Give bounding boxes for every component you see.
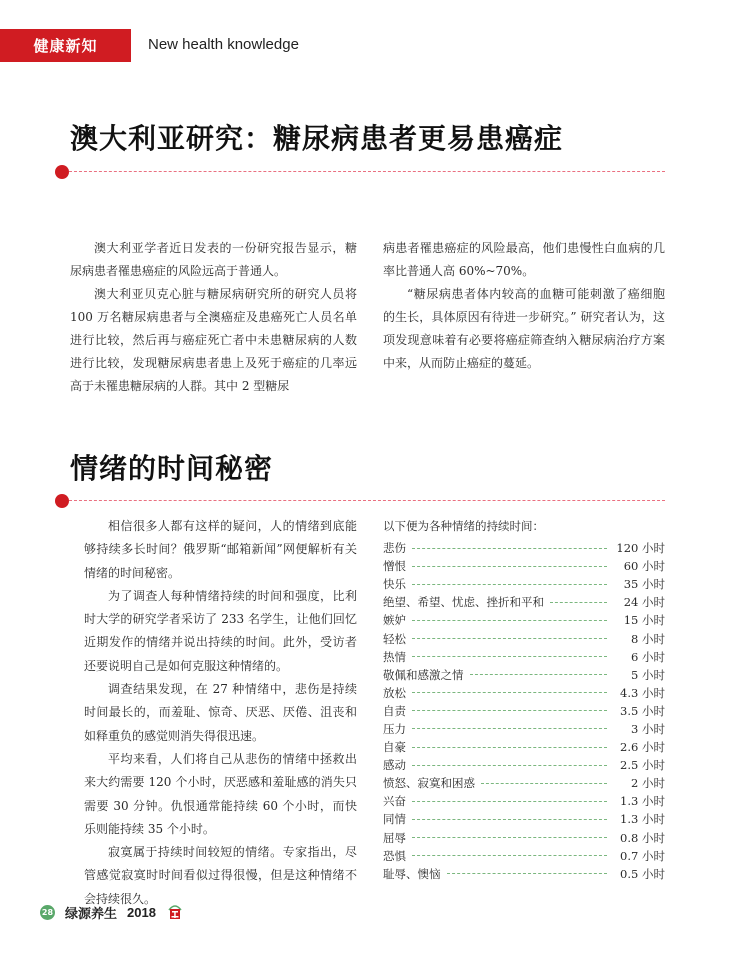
emotion-row [383, 575, 665, 593]
divider-dot-icon [55, 165, 69, 179]
divider-dot-icon [55, 494, 69, 508]
article1-title: 澳大利亚研究：糖尿病患者更易患癌症 [70, 122, 564, 155]
emotion-name: 憎恨 [383, 559, 406, 574]
emotion-duration: 8 小时 [631, 631, 665, 646]
emotion-name: 绝望、希望、忧虑、挫折和平和 [383, 595, 544, 610]
emotion-name: 敬佩和感激之情 [383, 667, 464, 682]
emotion-duration: 15 小时 [623, 613, 665, 628]
dashed-leader [481, 783, 607, 784]
divider-dashed-line [69, 500, 665, 501]
emotion-row [383, 829, 665, 847]
dashed-leader [447, 873, 608, 874]
emotion-name: 耻辱、懊恼 [383, 866, 441, 881]
dashed-leader [412, 837, 607, 838]
magazine-name: 绿源养生 [65, 906, 118, 922]
emotion-duration: 2.5 小时 [620, 758, 665, 773]
emotion-name: 自豪 [383, 740, 406, 755]
emotion-duration: 35 小时 [623, 577, 665, 592]
page-number: 28 [40, 905, 55, 920]
section-tag: 健康新知 [0, 29, 131, 62]
paragraph: “糖尿病患者体内较高的血糖可能刺激了癌细胞的生长，具体原因有待进一步研究。” 研究者认为，这项发现意味着有必要将癌症筛查纳入糖尿病治疗方案中来，从而防止癌症的蔓延。 [383, 287, 665, 370]
section-subtitle: New health knowledge [148, 36, 299, 53]
divider-dashed-line [69, 171, 665, 172]
emotion-duration: 0.7 小时 [620, 848, 665, 863]
emotion-row [383, 702, 665, 720]
article1-left-column [70, 237, 357, 398]
article2-title: 情绪的时间秘密 [70, 452, 274, 485]
emotion-duration: 5 小时 [631, 667, 665, 682]
emotion-name: 放松 [383, 685, 406, 700]
emotion-duration: 0.5 小时 [620, 866, 665, 881]
emotion-duration: 4.3 小时 [620, 685, 665, 700]
paragraph: 平均来看，人们将自己从悲伤的情绪中拯救出来大约需要 120 个小时，厌恶感和羞耻感的消失只需要 30 分钟。仇恨通常能持续 60 个小时，而快乐则能持续 35 个小时。 [84, 751, 357, 836]
dashed-leader [412, 638, 607, 639]
emotion-duration: 1.3 小时 [620, 812, 665, 827]
paragraph: 澳大利亚贝克心脏与糖尿病研究所的研究人员将 100 万名糖尿病患者与全澳癌症及患癌死亡人员名单进行比较，然后再与癌症死亡者中未患糖尿病的人数进行比较，发现糖尿病患者患上及死于癌症的几率远高于未罹患糖尿病的人群。其中 2 型糖尿 [70, 287, 357, 393]
emotion-duration: 24 小时 [623, 595, 665, 610]
article1-divider [55, 165, 665, 177]
emotion-row [383, 666, 665, 684]
dashed-leader [412, 747, 607, 748]
dashed-leader [412, 765, 607, 766]
dashed-leader [412, 620, 607, 621]
dashed-leader [412, 584, 607, 585]
emotion-duration: 3 小时 [631, 721, 665, 736]
dashed-leader [412, 548, 607, 549]
emotion-name: 热情 [383, 649, 406, 664]
dashed-leader [412, 728, 607, 729]
emotion-row [383, 629, 665, 647]
emotion-name: 屈辱 [383, 830, 406, 845]
emotion-row [383, 792, 665, 810]
emotion-name: 轻松 [383, 631, 406, 646]
dashed-leader [412, 566, 607, 567]
dashed-leader [412, 855, 607, 856]
dashed-leader [412, 819, 607, 820]
emotion-name: 同情 [383, 812, 406, 827]
emotion-row [383, 774, 665, 792]
emotion-duration: 3.5 小时 [620, 703, 665, 718]
dashed-leader [550, 602, 607, 603]
emotion-row [383, 684, 665, 702]
dashed-leader [412, 801, 607, 802]
emotion-name: 兴奋 [383, 794, 406, 809]
emotion-row [383, 539, 665, 557]
article2-left-column [84, 515, 357, 911]
emotion-name: 恐惧 [383, 848, 406, 863]
emotion-duration: 6 小时 [631, 649, 665, 664]
emotion-duration: 2 小时 [631, 776, 665, 791]
emotion-row [383, 738, 665, 756]
emotion-row [383, 557, 665, 575]
paragraph: 为了调查人每种情绪持续的时间和强度，比利时大学的研究学者采访了 233 名学生，让他们回忆近期发作的情绪并说出持续的时间。此外，受访者还要说明自己是如何克服这种情绪的。 [84, 588, 357, 673]
emotion-name: 压力 [383, 721, 406, 736]
emotion-row [383, 648, 665, 666]
emotion-duration: 0.8 小时 [620, 830, 665, 845]
magazine-logo-icon [166, 902, 184, 922]
emotion-row [383, 756, 665, 774]
emotion-duration-list [383, 515, 665, 883]
paragraph: 寂寞属于持续时间较短的情绪。专家指出，尽管感觉寂寞时时间看似过得很慢，但是这种情绪不会持续很久。 [84, 845, 357, 906]
emotion-name: 自责 [383, 703, 406, 718]
emotion-duration: 2.6 小时 [620, 740, 665, 755]
emotion-row [383, 865, 665, 883]
emotion-name: 嫉妒 [383, 613, 406, 628]
emotion-duration: 1.3 小时 [620, 794, 665, 809]
dashed-leader [470, 674, 608, 675]
paragraph: 相信很多人都有这样的疑问，人的情绪到底能够持续多长时间？俄罗斯“邮箱新闻”网便解析有关情绪的时间秘密。 [84, 519, 357, 580]
article2-divider [55, 494, 665, 506]
dashed-leader [412, 710, 607, 711]
emotion-duration: 60 小时 [623, 559, 665, 574]
list-intro: 以下便为各种情绪的持续时间： [383, 519, 544, 533]
emotion-name: 愤怒、寂寞和困惑 [383, 776, 475, 791]
emotion-name: 感动 [383, 758, 406, 773]
emotion-row [383, 720, 665, 738]
paragraph: 澳大利亚学者近日发表的一份研究报告显示，糖尿病患者罹患癌症的风险远高于普通人。 [70, 241, 357, 278]
issue-year: 2018 [127, 904, 156, 920]
dashed-leader [412, 692, 607, 693]
footer [40, 902, 184, 922]
dashed-leader [412, 656, 607, 657]
emotion-row [383, 611, 665, 629]
paragraph: 调查结果发现，在 27 种情绪中，悲伤是持续时间最长的，而羞耻、惊奇、厌恶、厌倦、沮丧和如释重负的感觉则消失得很迅速。 [84, 682, 357, 743]
emotion-name: 悲伤 [383, 541, 406, 556]
emotion-row [383, 593, 665, 611]
emotion-duration: 120 小时 [616, 541, 665, 556]
article1-right-column [383, 237, 665, 375]
paragraph: 病患者罹患癌症的风险最高，他们患慢性白血病的几率比普通人高 60%~70%。 [383, 241, 665, 278]
emotion-name: 快乐 [383, 577, 406, 592]
emotion-row [383, 847, 665, 865]
emotion-row [383, 810, 665, 828]
